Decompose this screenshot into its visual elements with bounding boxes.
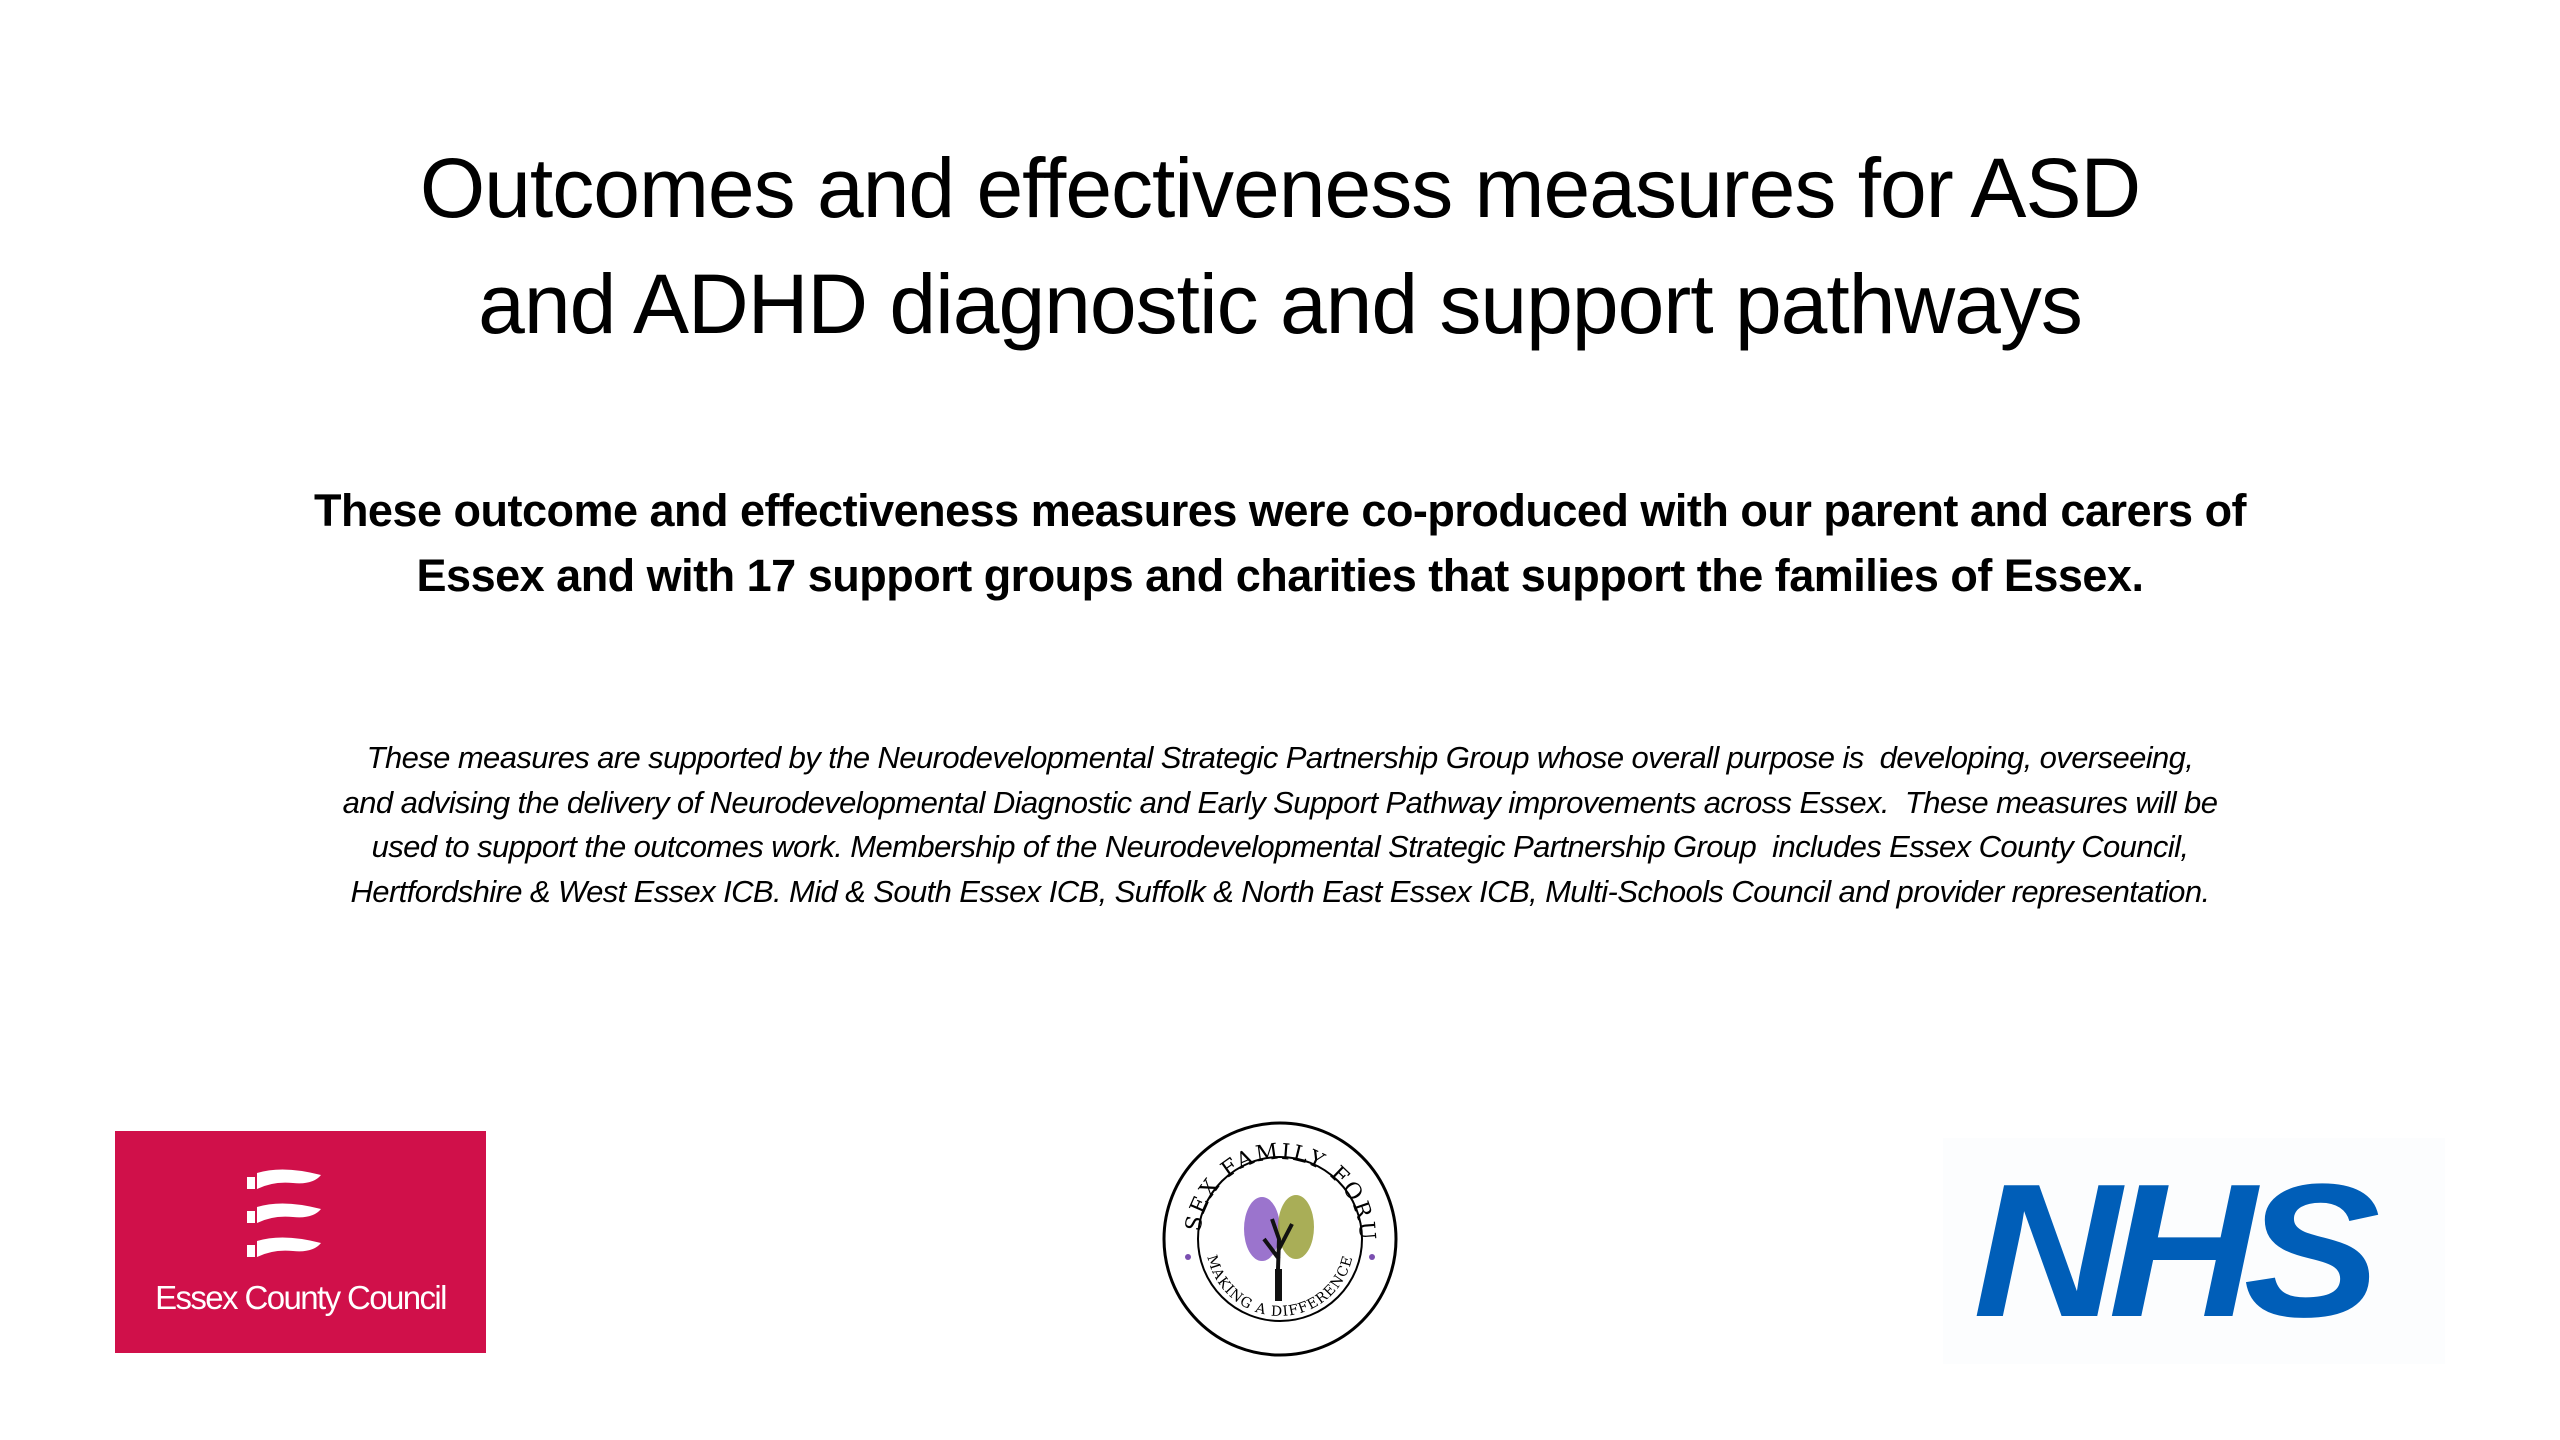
svg-text:MAKING A DIFFERENCE: MAKING A DIFFERENCE bbox=[1203, 1253, 1357, 1321]
description-paragraph bbox=[200, 736, 2360, 914]
title-line-2: and ADHD diagnostic and support pathways bbox=[478, 257, 2082, 351]
tree-emblem-icon bbox=[1160, 1119, 1400, 1359]
title-line-1: Outcomes and effectiveness measures for ASD bbox=[419, 141, 2141, 235]
seaxes-icon bbox=[115, 1131, 486, 1353]
svg-text:ESSEX FAMILY FORUM: SEX FAMILY FORU bbox=[1181, 1139, 1380, 1243]
subtitle-line-2: Essex and with 17 support groups and charities that support the families of Essex. bbox=[416, 550, 2144, 601]
essex-family-forum-logo bbox=[1160, 1119, 1400, 1359]
page-title bbox=[0, 130, 2560, 362]
paragraph-line-2: and advising the delivery of Neurodevelopmental Diagnostic and Early Support Pathway improvements across Essex. These measures will be bbox=[342, 784, 2218, 820]
paragraph-line-1: These measures are supported by the Neurodevelopmental Strategic Partnership Group whose overall purpose is developing, overseeing, bbox=[366, 740, 2194, 775]
paragraph-line-3: used to support the outcomes work. Membership of the Neurodevelopmental Strategic Partnership Group includes Essex County Council, bbox=[371, 829, 2189, 864]
subtitle-line-1: These outcome and effectiveness measures were co-produced with our parent and carers of bbox=[313, 485, 2247, 536]
paragraph-line-4: Hertfordshire & West Essex ICB. Mid & South Essex ICB, Suffolk & North East Essex ICB, Multi-Schools Council and provider representation. bbox=[350, 873, 2210, 909]
nhs-logo bbox=[1943, 1138, 2445, 1364]
nhs-logo-text: NHS bbox=[1973, 1145, 2368, 1357]
essex-county-council-logo bbox=[115, 1131, 486, 1353]
ecc-logo-text: Essex County Council bbox=[155, 1279, 446, 1316]
subtitle bbox=[0, 478, 2560, 608]
